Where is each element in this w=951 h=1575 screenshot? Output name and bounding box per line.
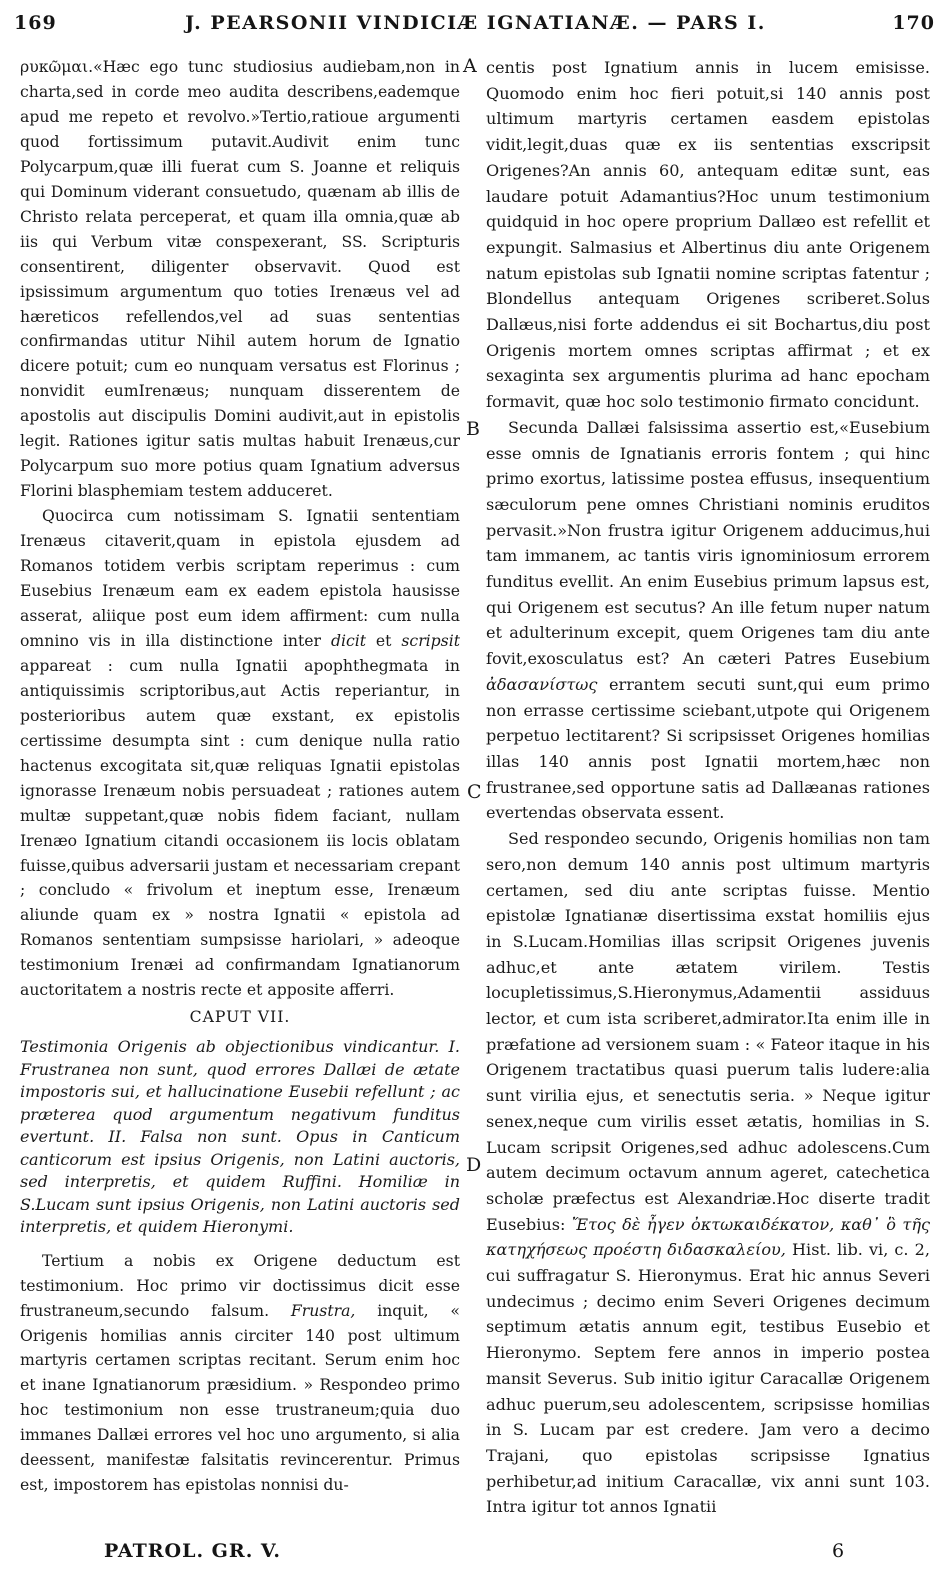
- italic-word-dicit: dicit: [330, 630, 366, 650]
- footer-signature: 6: [832, 1540, 846, 1562]
- italic-word-scripsit: scripsit: [401, 630, 460, 650]
- right-paragraph-3-rest: Hist. lib. vi, c. 2, cui suffragatur S. Hieronymus. Erat hic annus Severi undecimus ; decimo enim Severi Origenes decimum septimum ætatis annum egit, testibus Eusebio et Hieronymo. Septem fere annos in imperio postea mansit Severus. Sub initio igitur Caracallæ Origenem adhuc puerum,seu adolescentem, scripsisse homilias in S. Lucam par est credere. Jam vero a decimo Trajani, quo epistolas scripsisse Ignatius perhibetur,ad initium Caracallæ, vix anni sunt 103. Intra igitur tot annos Ignatii: [486, 1240, 930, 1517]
- running-header: [0, 8, 951, 48]
- left-paragraph-3-rest: inquit, « Origenis homilias annis circiter 140 post ultimum martyris certamen scriptas recitant. Serum enim hoc et inane Ignatianorum præsidium. » Respondeo primo hoc testimonium non esse trustraneum;quia duo immanes Dallæi errores vel hoc uno argumento, si alia deessent, manifestæ falsitatis revincerentur. Primus est, impostorem has epistolas nonnisi du-: [20, 1300, 460, 1495]
- margin-letter-c: C: [467, 781, 482, 803]
- margin-letter-a: A: [463, 55, 477, 77]
- left-column: [20, 55, 460, 1498]
- page-number-right: 170: [892, 12, 935, 34]
- right-paragraph-3: [486, 826, 930, 1520]
- left-paragraph-1: ρυκῶμαι.«Hæc ego tunc studiosius audiebam,non in charta,sed in corde meo audita describens,eademque apud me repeto et revolvo.»Tertio,ratioue argumenti quod fortissimum putavit.Audivit enim tunc Polycarpum,quæ illi fuerat cum S. Joanne et reliquis qui Dominum viderant consuetudo, quænam ab illis de Christo relata perceperat, et quam illa omnia,quæ ab iis qui Verbum vitæ conspexerant, SS. Scripturis consentirent, diligenter observavit. Quod est ipsissimum argumentum quo toties Irenæus vel ad hæreticos refellendos,vel ad suas sententias confirmandas utitur Nihil autem horum de Ignatio dicere potuit; cum eo nunquam versatus est Florinus ; nonvidit eumIrenæus; nunquam disserentem de apostolis aut discipulis Domini audivit,aut in epistolis legit. Rationes igitur satis multas habuit Irenæus,cur Polycarpum suo more potius quam Ignatium adversus Florini blasphemiam testem adduceret.: [20, 57, 460, 501]
- margin-letter-d: D: [466, 1154, 482, 1176]
- right-paragraph-2-text: Secunda Dallæi falsissima assertio est,«Eusebium esse omnis de Ignatianis erroris fontem ; qui hinc primo exortus, latissime postea effusus, insequentium sæculorum pene omnes Christiani nominis eruditos pervasit.»Non frustra igitur Origenem adducimus,hui tam immanem, ac tantis viris ignominiosum errorem funditus evellit. An enim Eusebius primum lapsus est, qui Origenem est secutus? An ille fetum nuper natum et adulterinum excepit, quem Origenes tam diu ante fovit,exosculatus est? An cæteri Patres Eusebium: [486, 417, 930, 669]
- left-paragraph-3-text: Tertium a nobis ex Origene deductum est testimonium. Hoc primo vir doctissimus dicit esse frustraneum,secundo falsum.: [20, 1250, 460, 1320]
- italic-word-frustra: Frustra,: [290, 1300, 356, 1320]
- right-paragraph-1: centis post Ignatium annis in lucem emisisse. Quomodo enim hoc fieri potuit,si 140 annis post ultimum martyris certamen easdem epistolas vidit,legit,duas quæ ex iis sententias exscripsit Origenes?An annis 60, antequam editæ sunt, eas laudare potuit Adamantius?Hoc unum testimonium quidquid in hoc opere proprium Dallæo est refellit et expungit. Salmasius et Albertinus diu ante Origenem natum epistolas sub Ignatii nomine scriptas fatentur ; Blondellus antequam Origenes scriberet.Solus Dallæus,nisi forte addendus ei sit Bochartus,diu post Origenis mortem omnes scriptas affirmat ; et ex sexaginta sex argumentis plurima ad hanc epocham formavit, quæ hoc solo testimonio firmato concidunt.: [486, 58, 930, 412]
- left-paragraph-2-join: et: [366, 630, 402, 650]
- chapter-heading: CAPUT VII.: [189, 1007, 291, 1027]
- greek-word: ἀδασανίστως: [486, 674, 598, 694]
- running-title: J. PEARSONII VINDICIÆ IGNATIANÆ. — PARS I.: [185, 12, 766, 34]
- right-paragraph-2-rest: errantem secuti sunt,qui eum primo non errasse certissime sciebant,utpote qui Origenem perpetuo lectitarent? Si scripsisset Origenes homilias illas 140 annis post Ignatii mortem,hæc non frustranee,sed opportune satis ad Dallæanas rationes evertendas observata essent.: [486, 674, 930, 823]
- left-paragraph-3: [20, 1249, 460, 1499]
- margin-letter-b: B: [466, 418, 480, 440]
- page-number-left: 169: [14, 12, 57, 34]
- greek-quotation: Ἔτος δὲ ἦγεν ὀκτωκαιδέκατον, καθ᾽ ὃ τῆς κατηχήσεως προέστη διδασκαλείου,: [486, 1214, 930, 1260]
- left-paragraph-2: [20, 504, 460, 1003]
- left-paragraph-2-text: Quocirca cum notissimam S. Ignatii sententiam Irenæus citaverit,quam in epistola ejusdem ad Romanos totidem verbis scriptam reperimus : cum Eusebius Irenæum eam ex eadem epistola hausisse asserat, aliique post eum idem affirment: cum nulla omnino vis in illa distinctione inter: [20, 506, 460, 650]
- left-paragraph-2-rest: appareat : cum nulla Ignatii apophthegmata in antiquissimis scriptoribus,aut Actis reperiantur, in posterioribus autem quæ exstant, ex epistolis certissime desumpta sint : cum denique nulla ratio hactenus excogitata sit,quæ reliquas Ignatii epistolas ignorasse Irenæum nobis persuadeat ; rationes autem multæ suppetant,quæ nobis fidem faciant, nullam Irenæo Ignatium citandi occasionem iis locis oblatam fuisse,quibus adversarii justam et necessariam crepant ; concludo « frivolum et ineptum esse, Irenæum aliunde quam ex » nostra Ignatii « epistola ad Romanos sententiam sumpsisse hariolari, » adeoque testimonium Irenæi ad confirmandam Ignatianorum auctoritatem a nostris recte et apposite afferri.: [20, 655, 460, 1000]
- footer-series: PATROL. GR. V.: [104, 1540, 281, 1562]
- right-column: [486, 55, 930, 1520]
- chapter-summary: Testimonia Origenis ab objectionibus vindicantur. I. Frustranea non sunt, quod errores Dallæi de ætate impostoris sui, et hallucinatione Eusebii refellunt ; ac præterea quod argumentum negativum funditus evertunt. II. Falsa non sunt. Opus in Canticum canticorum est ipsius Origenis, non Latini auctoris, sed interpretis, et quidem Ruffini. Homiliæ in S.Lucam sunt ipsius Origenis, non Latini auctoris sed interpretis, et quidem Hieronymi.: [20, 1037, 460, 1237]
- right-paragraph-3-text: Sed respondeo secundo, Origenis homilias non tam sero,non demum 140 annis post ultimum martyris certamen, sed diu ante scriptas fuisse. Mentio epistolæ Ignatianæ disertissima exstat homiliis ejus in S.Lucam.Homilias illas scripsit Origenes juvenis adhuc,et ante ætatem virilem. Testis locupletissimus,S.Hieronymus,Adamentii assiduus lector, et cum ista scriberet,admirator.Ita enim ille in præfatione ad versionem suam : « Fateor itaque in his Origenem tractatibus quasi puerum talis ludere:alia sunt virilia ejus, et senectutis seria. » Neque igitur senex,neque cum virilis esset ætatis, homilias in S. Lucam scripsit Origenes,sed adhuc adolescens.Cum autem decimum octavum annum ageret, catechetica scholæ præfectus est Alexandriæ.Hoc diserte tradit Eusebius:: [486, 829, 930, 1234]
- right-paragraph-2: [486, 415, 930, 826]
